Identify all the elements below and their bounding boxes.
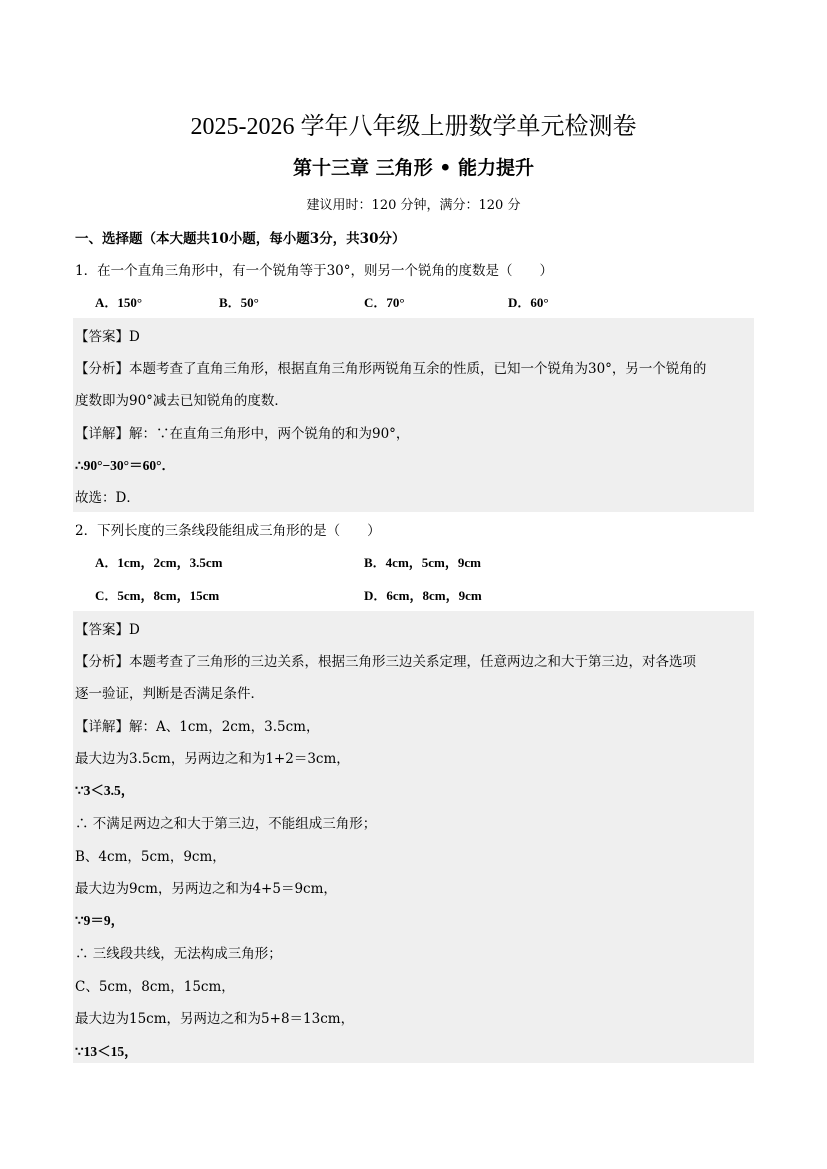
q2-analysis-line-2: 逐一验证，判断是否满足条件． <box>75 686 264 702</box>
q1-option-b: B．50° <box>219 295 259 310</box>
q2-option-a: A．1cm，2cm，3.5cm <box>95 555 223 570</box>
q2-detail-line: ∵13＜15， <box>75 1044 138 1059</box>
q2-detail-line: 【详解】解：A、1cm，2cm，3.5cm， <box>75 719 320 735</box>
q2-detail-line: B、4cm，5cm，9cm， <box>75 849 226 865</box>
q1-option-c: C．70° <box>364 295 405 310</box>
section-heading: 一、选择题（本大题共10小题，每小题3分，共30分） <box>75 231 406 247</box>
q2-detail-line: 最大边为15cm，另两边之和为5+8＝13cm， <box>75 1011 355 1027</box>
page-title: 2025-2026 学年八年级上册数学单元检测卷 <box>190 114 637 140</box>
q1-option-d: D．60° <box>508 295 549 310</box>
q1-answer: 【答案】D <box>75 329 140 345</box>
q2-option-d: D．6cm，8cm，9cm <box>364 588 482 603</box>
q1-option-a: A．150° <box>95 295 143 310</box>
q2-detail-line: ∵9＝9， <box>75 913 125 928</box>
q2-detail-line: ∴ 不满足两边之和大于第三边，不能组成三角形； <box>75 816 377 832</box>
q1-detail-line-1: 【详解】解：∵在直角三角形中，两个锐角的和为90°， <box>75 426 410 442</box>
page-subtitle: 第十三章 三角形 • 能力提升 <box>293 157 534 179</box>
q1-detail-line-2: ∴90°−30°＝60°． <box>75 458 175 473</box>
q2-detail-line: 最大边为3.5cm，另两边之和为1+2＝3cm， <box>75 751 350 767</box>
q2-option-c: C．5cm，8cm，15cm <box>95 588 220 603</box>
q2-option-b: B．4cm，5cm，9cm <box>364 555 481 570</box>
q2-detail-line: C、5cm，8cm，15cm， <box>75 979 235 995</box>
question-1-stem: 1．在一个直角三角形中，有一个锐角等于30°，则另一个锐角的度数是（ ） <box>75 263 554 279</box>
question-2-stem: 2．下列长度的三条线段能组成三角形的是（ ） <box>75 523 381 539</box>
q2-detail-line: 最大边为9cm，另两边之和为4+5＝9cm， <box>75 881 337 897</box>
q1-analysis-line-2: 度数即为90°减去已知锐角的度数． <box>75 393 288 409</box>
time-score-note: 建议用时：120 分钟，满分：120 分 <box>306 198 521 213</box>
q1-analysis-line-1: 【分析】本题考查了直角三角形，根据直角三角形两锐角互余的性质，已知一个锐角为30°，另一个锐角的 <box>75 361 707 377</box>
q1-choice: 故选：D． <box>75 490 140 506</box>
q2-answer: 【答案】D <box>75 622 140 638</box>
q1-answer-block <box>73 318 754 512</box>
q2-detail-line: ∵3＜3.5， <box>75 783 135 798</box>
q2-detail-line: ∴ 三线段共线，无法构成三角形； <box>75 946 282 962</box>
q2-analysis-line-1: 【分析】本题考查了三角形的三边关系，根据三角形三边关系定理，任意两边之和大于第三边，对各选项 <box>75 654 696 670</box>
q2-answer-block <box>73 611 754 1063</box>
